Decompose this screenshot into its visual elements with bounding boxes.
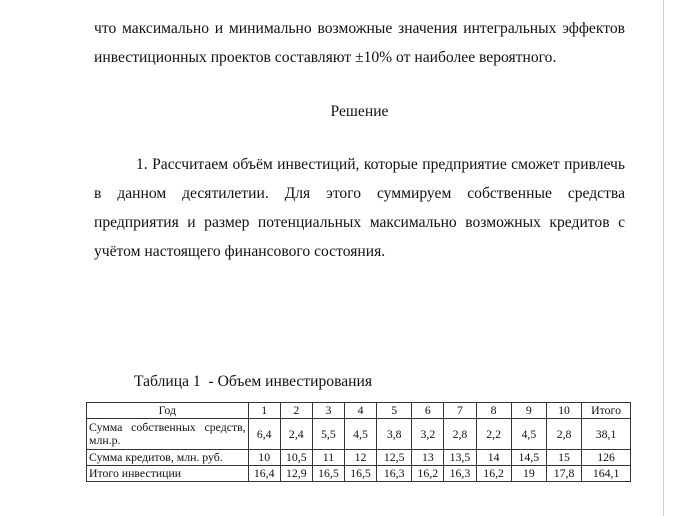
table-cell: 10 (248, 450, 280, 466)
header-year-cell: 4 (344, 403, 376, 419)
table-cell: 4,5 (511, 419, 546, 450)
table-cell: 12,9 (280, 466, 312, 482)
table-cell: 16,3 (377, 466, 412, 482)
header-year-cell: 1 (248, 403, 280, 419)
table-cell: 19 (511, 466, 546, 482)
table-cell: 16,4 (248, 466, 280, 482)
header-year-cell: 7 (444, 403, 476, 419)
table-cell: 2,8 (444, 419, 476, 450)
row-total-cell: 38,1 (582, 419, 631, 450)
table-cell: 11 (312, 450, 344, 466)
investment-table (86, 402, 631, 482)
table-cell: 2,2 (476, 419, 511, 450)
table-cell: 2,4 (280, 419, 312, 450)
table-cell: 15 (546, 450, 581, 466)
step-paragraph: 1. Рассчитаем объём инвестиций, которые предприятие сможет привлечь в данном десятилетии. Для этого суммируем собственные средства предприятия и размер потенциальных максимально возможных кредитов с учётом настоящего финансового состояния. (94, 156, 625, 260)
intro-paragraph: что максимально и минимально возможные значения интегральных эффектов инвестиционных проектов составляют ±10% от наиболее вероятного. (94, 20, 625, 66)
table-cell: 4,5 (344, 419, 376, 450)
table-row (87, 466, 631, 482)
table-header-row (87, 403, 631, 419)
page-edge-line (663, 0, 664, 516)
row-label-cell: Сумма кредитов, млн. руб. (87, 450, 249, 466)
table-cell: 14,5 (511, 450, 546, 466)
table-cell: 17,8 (546, 466, 581, 482)
header-year-cell: 8 (476, 403, 511, 419)
table-cell: 16,2 (476, 466, 511, 482)
own-funds-label: Сумма собственных средств, млн.р. (89, 420, 246, 447)
table-cell: 3,8 (377, 419, 412, 450)
row-total-cell: 126 (582, 450, 631, 466)
header-label-cell: Год (87, 403, 249, 419)
header-year-cell: 5 (377, 403, 412, 419)
table-cell: 12,5 (377, 450, 412, 466)
row-total-cell: 164,1 (582, 466, 631, 482)
table-cell: 16,2 (412, 466, 444, 482)
header-year-cell: 3 (312, 403, 344, 419)
table-cell: 16,5 (312, 466, 344, 482)
table-cell: 6,4 (248, 419, 280, 450)
header-year-cell: 10 (546, 403, 581, 419)
table-caption: Таблица 1 - Объем инвестирования (134, 373, 373, 390)
table-cell: 13,5 (444, 450, 476, 466)
table-cell: 2,8 (546, 419, 581, 450)
header-year-cell: 6 (412, 403, 444, 419)
table-cell: 13 (412, 450, 444, 466)
table-cell: 3,2 (412, 419, 444, 450)
table-cell: 5,5 (312, 419, 344, 450)
row-label-cell: Итого инвестиции (87, 466, 249, 482)
section-heading: Решение (330, 103, 389, 120)
header-year-cell: 2 (280, 403, 312, 419)
table-row (87, 419, 631, 450)
table-cell: 14 (476, 450, 511, 466)
table-cell: 10,5 (280, 450, 312, 466)
table-cell: 16,5 (344, 466, 376, 482)
table-cell: 16,3 (444, 466, 476, 482)
header-total-cell: Итого (582, 403, 631, 419)
table-row (87, 450, 631, 466)
header-year-cell: 9 (511, 403, 546, 419)
table-cell: 12 (344, 450, 376, 466)
row-label-cell (87, 419, 249, 450)
